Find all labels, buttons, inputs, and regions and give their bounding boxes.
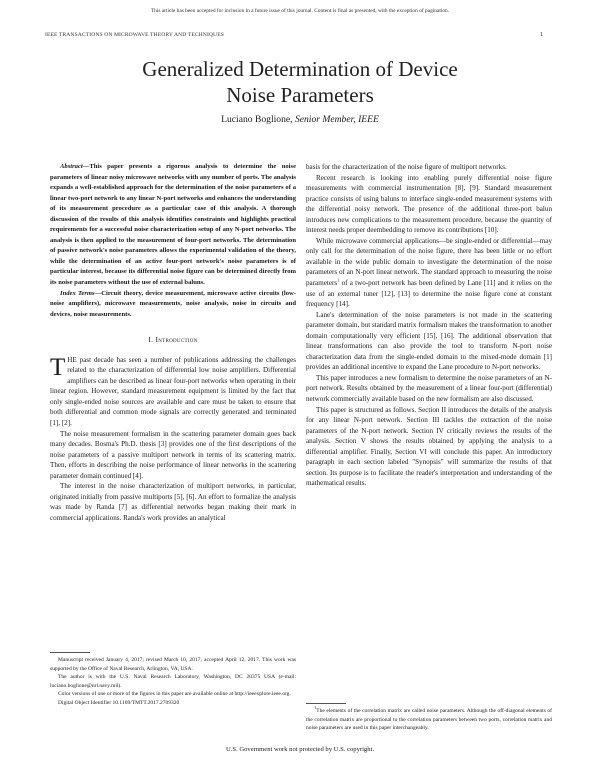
- footnote-rule-right: [306, 703, 346, 704]
- footnote-color: Color versions of one or more of the figures in this paper are available online at http://ieeexplore.ieee.org.: [58, 691, 291, 697]
- paper-title: [40, 56, 560, 108]
- footnote-1-mark: 1: [314, 705, 317, 711]
- footnote-mark: 1: [337, 277, 340, 283]
- footnote-doi: Digital Object Identifier 10.1109/TMTT.2017.2709320: [58, 699, 180, 706]
- intro-paragraph-1-text: past decade has seen a number of publications addressing the challenges related to the characterization of differential low noise amplifiers. Differential amplifiers can be described as linear four-port networks when operating in their linear region. However, standard measurement equipment is limited by the fact that only single-ended noise sources are available and care must be taken to ensure that both differential and common mode signals are correctly generated and terminated [1], [2].: [50, 355, 296, 428]
- author-line: [40, 114, 560, 125]
- left-column: [50, 162, 296, 524]
- right-paragraph-2-rest: of a two-port network has been defined by Lane [11] and it relies on the use of an external tuner [12], [13] to determine the noise figure cone at constant frequency [14].: [306, 279, 552, 309]
- right-paragraph-1: Recent research is looking into enabling purely differential noise figure measurements with commercial instrumentation [8], [9]. Standard measurement practice consists of using baluns to interface single-ended measurement systems with the differential noisy network. The presence of the additional three-port balun introduces new complications to the measurement procedure, because the quantity of interest needs proper deembedding to remove its contributions [10].: [306, 173, 552, 235]
- intro-paragraph-1: [50, 355, 296, 429]
- right-paragraph-2-text: While microwave commercial applications—be single-ended or differential—may only call for the determination of the noise figure, there has been little or no effort available in the wide public domain to investigate the determination of the noise parameters of an N-port linear network. The standard approach to measuring the noise parameters: [306, 236, 552, 288]
- footnote-1-text: The elements of the correlation matrix are called noise parameters. Although the off-diagonal elements of the correlation matrix are proportional to the correlation parameters between two ports, correlation matrix and noise parameters are used in this paper interchangeably.: [306, 708, 552, 731]
- title-line-1: Generalized Determination of Device: [142, 57, 458, 81]
- section-heading-introduction: [50, 335, 296, 346]
- copyright-footer: U.S. Government work not protected by U.S. copyright.: [226, 746, 374, 753]
- index-terms-text: Circuit theory, device measurement, microwave active circuits (low-noise amplifiers), microwave measurements, noise analysis, noise in circuits and devices, noise measurements.: [50, 289, 296, 318]
- intro-paragraph-3: The interest in the noise characterization of multiport networks, in particular, originated initially from passive multiports [5], [6]. An effort to formalize the analysis was made by Randa [7] as differential networks began making their mark in commercial applications. Randa's work provides an analytical: [50, 482, 296, 522]
- right-paragraph-3: Lane's determination of the noise parameters is not made in the scattering parameter domain, but standard matrix formalism makes the transformation to another domain computationally very efficient [15], [16]. The additional observation that linear transformations can also provide the tool to transform N-port noise characterization data from the single-ended domain to the mixed-mode domain [1] provides an additional incentive to expand the Lane procedure to N-port networks.: [306, 310, 552, 372]
- abstract: [50, 162, 296, 289]
- footnote-1: [306, 707, 552, 733]
- footnote-author: The author is with the U.S. Naval Research Laboratory, Washington, DC 20375 USA (e-mail: luciano.boglione@nrl.navy.mil).: [50, 674, 296, 689]
- right-paragraph-5: This paper is structured as follows. Section II introduces the details of the analysis for any linear N-port network. Section III tackles the extraction of the noise parameters of the N-port network. Section IV critically reviews the results of the analysis. Section V shows the results obtained by applying the analysis to a differential amplifier. Finally, Section VI will conclude this paper. An introductory paragraph in each section labeled "Synopsis" will summarize the results of that section. Its purpose is to facilitate the reader's interpretation and understanding of the mathematical results.: [306, 405, 552, 488]
- abstract-text: This paper presents a rigorous analysis to determine the noise parameters of linear noisy microwave networks with any number of ports. The analysis expands a well-established approach for the determination of the noise parameters of a linear two-port network to any linear N-port networks and enhances the understanding of its measurement procedure as a particular case of this analysis. A thorough discussion of the results of this analysis identifies constraints and highlights practical requirements for a successful noise characterization setup of any N-port networks. The analysis is then applied to the measurement of four-port networks. The determination of passive network's noise parameters allows the experimental validation of the theory, while the determination of an active four-port network's noise parameters is of particular interest, because its differential noise figure can be determined directly from its noise parameters without the use of external baluns.: [50, 163, 296, 287]
- author-affiliation: Senior Member, IEEE: [294, 114, 379, 125]
- first-word-rest: HE: [67, 355, 77, 364]
- abstract-label: Abstract—: [60, 163, 90, 170]
- page-number: 1: [540, 31, 544, 38]
- noise-parameter-footnote: [306, 707, 552, 733]
- drop-cap: T: [50, 353, 66, 381]
- right-paragraph-0: basis for the characterization of the noise figure of multiport networks.: [306, 163, 507, 171]
- title-line-2: Noise Parameters: [226, 83, 374, 107]
- intro-paragraph-2: The noise measurement formalism in the scattering parameter domain goes back many decades. Bosma's Ph.D. thesis [3] provides one of the first descriptions of the noise parameters of a passive multiport network in terms of its scattering matrix. Then, efforts in describing the noise performance of linear networks in the scattering parameter domain continued [4].: [50, 429, 296, 480]
- author-name: Luciano Boglione,: [221, 114, 293, 125]
- right-paragraph-2: [306, 236, 552, 310]
- footnote-manuscript: Manuscript received January 4, 2017; revised March 10, 2017; accepted April 12, 2017. This work was supported by the Office of Naval Research, Arlington, VA, USA.: [50, 657, 296, 672]
- section-title: Introduction: [155, 335, 198, 345]
- journal-name: IEEE TRANSACTIONS ON MICROWAVE THEORY AND TECHNIQUES: [45, 32, 224, 38]
- footnote-rule-left: [50, 652, 90, 653]
- manuscript-footnotes: [50, 656, 296, 707]
- acceptance-notice: This article has been accepted for inclusion in a future issue of this journal. Content is final as presented, with the exception of pagination.: [150, 8, 450, 14]
- index-terms: [50, 289, 296, 321]
- right-paragraph-4: This paper introduces a new formalism to determine the noise parameters of an N-port network. Results obtained by the measurement of a linear four-port (differential) network commercially available based on the new formalism are also discussed.: [306, 373, 552, 404]
- section-number: I.: [148, 335, 154, 345]
- right-column: [306, 162, 552, 489]
- index-terms-label: Index Terms—: [60, 289, 102, 297]
